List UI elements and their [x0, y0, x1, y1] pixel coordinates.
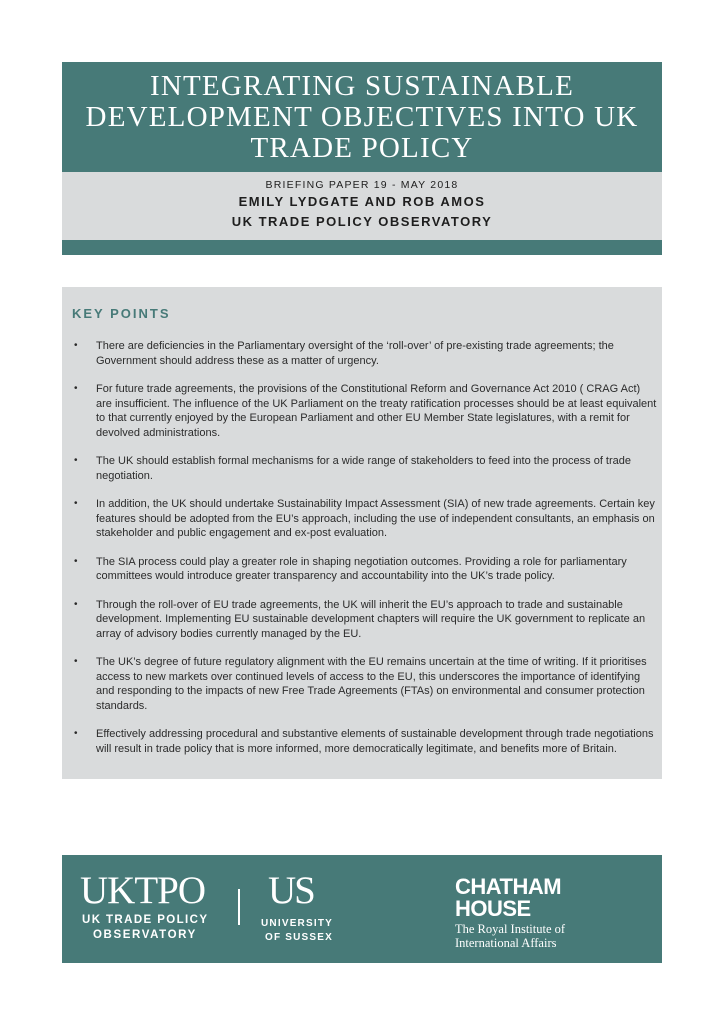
key-point-item [72, 454, 657, 483]
bullet-icon: • [74, 555, 78, 567]
key-point-item [72, 339, 657, 368]
key-point-item [72, 555, 657, 584]
key-point-text: Effectively addressing procedural and substantive elements of sustainable development through trade negotiations will result in trade policy that is more informed, more democratically legitimate, and benefits more of Britain. [96, 728, 654, 755]
uktpo-name-line2: OBSERVATORY [93, 929, 197, 941]
key-points-panel [62, 287, 662, 779]
paper-info: BRIEFING PAPER 19 - MAY 2018 [265, 179, 459, 191]
accent-strip [62, 240, 662, 255]
key-point-text: The UK’s degree of future regulatory alignment with the EU remains uncertain at the time of writing. If it prioritises access to new markets over continued levels of access to the EU, this underscores the importance of identifying and responding to the impacts of new Free Trade Agreements (FTAs) on environmental and consumer protection standards. [96, 656, 647, 712]
bullet-icon: • [74, 598, 78, 610]
bullet-icon: • [74, 340, 78, 351]
uktpo-logo: UKTPO [80, 869, 206, 912]
title-line-1: INTEGRATING SUSTAINABLE [150, 69, 574, 102]
bullet-icon: • [74, 383, 78, 394]
key-point-item [72, 382, 657, 440]
chatham-house-logo-line1: CHATHAM [455, 874, 562, 899]
key-points-heading: KEY POINTS [72, 306, 171, 321]
bullet-icon: • [74, 728, 78, 739]
key-point-item [72, 598, 657, 642]
key-point-text: In addition, the UK should undertake Sustainability Impact Assessment (SIA) of new trade agreements. Certain key features should be adopted from the EU’s approach, including the use of independent consultants, an emphasis on stakeholder and public engagement and ex-post evaluation. [96, 498, 655, 539]
bullet-icon: • [74, 455, 78, 466]
chatham-house-tagline-1: The Royal Institute of [455, 922, 566, 936]
subtitle-panel [62, 172, 662, 240]
key-point-text: The SIA process could play a greater role in shaping negotiation outcomes. Providing a role for parliamentary committees would introduce greater transparency and accountability into the UK’s trade policy. [96, 555, 627, 582]
key-point-item [72, 727, 657, 756]
key-point-text: For future trade agreements, the provisions of the Constitutional Reform and Governance Act 2010 ( CRAG Act) are insufficient. The influence of the UK Parliament on the treaty ratification processes should be at least equivalent to that currently enjoyed by the European Parliament and other EU Member State legislatures, with a remit for devolved administrations. [96, 383, 657, 439]
sussex-name-line2: OF SUSSEX [265, 932, 334, 943]
title-banner [62, 62, 662, 172]
key-point-item [72, 655, 657, 713]
bullet-icon: • [74, 656, 78, 667]
key-point-text: There are deficiencies in the Parliamentary oversight of the ‘roll-over’ of pre-existing trade agreements; the Government should address these as a matter of urgency. [96, 340, 614, 367]
bullet-icon: • [74, 498, 78, 509]
key-point-text: The UK should establish formal mechanisms for a wide range of stakeholders to feed into the process of trade negotiation. [96, 455, 632, 482]
footer-logos-band [62, 855, 662, 963]
chatham-house-tagline-2: International Affairs [455, 936, 557, 950]
sussex-name-line1: UNIVERSITY [261, 918, 334, 929]
title-line-3: TRADE POLICY [250, 131, 474, 164]
uktpo-name-line1: UK TRADE POLICY [82, 914, 209, 926]
sussex-logo: US [268, 869, 314, 912]
key-point-item [72, 497, 657, 541]
chatham-house-logo-line2: HOUSE [455, 896, 531, 921]
authors: EMILY LYDGATE AND ROB AMOS [238, 194, 486, 209]
logo-divider [238, 889, 240, 925]
title-line-2: DEVELOPMENT OBJECTIVES INTO UK [85, 100, 639, 133]
key-point-text: Through the roll-over of EU trade agreements, the UK will inherit the EU’s approach to trade and sustainable development. Implementing EU sustainable development chapters will require the UK government to replicate an array of advisory bodies currently managed by the EU. [96, 598, 646, 640]
organization: UK TRADE POLICY OBSERVATORY [231, 214, 493, 229]
key-points-list [72, 339, 657, 770]
